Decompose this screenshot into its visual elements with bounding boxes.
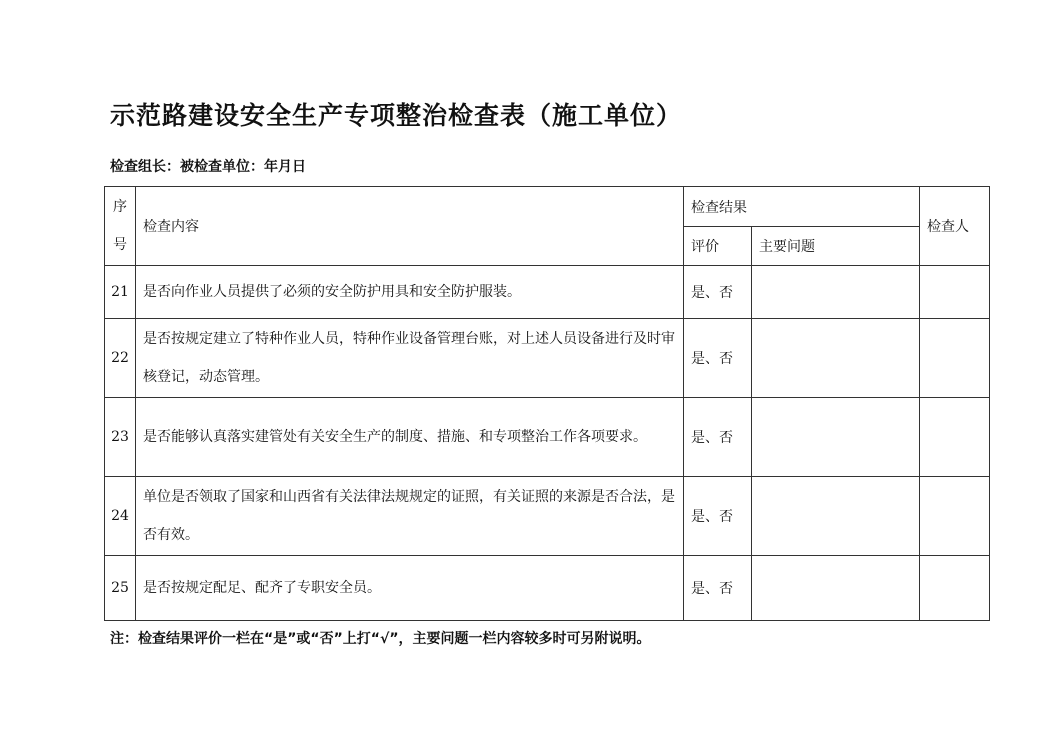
- row-evaluation[interactable]: [684, 477, 752, 556]
- row-inspector[interactable]: [920, 556, 990, 621]
- row-evaluation[interactable]: [684, 398, 752, 477]
- table-row: [105, 398, 990, 477]
- footer-note: 注：检查结果评价一栏在“是”或“否”上打“√”，主要问题一栏内容较多时可另附说明。: [110, 631, 651, 647]
- header-result: 检查结果: [684, 187, 920, 227]
- table-row: [105, 319, 990, 398]
- row-evaluation[interactable]: [684, 556, 752, 621]
- header-row-top: [105, 187, 990, 227]
- row-number: 24: [105, 477, 136, 556]
- row-content-text: 是否向作业人员提供了必须的安全防护用具和安全防护服装。: [143, 284, 521, 300]
- row-issues[interactable]: [752, 398, 920, 477]
- row-number: 22: [105, 319, 136, 398]
- inspection-table: [104, 186, 990, 621]
- header-content: 检查内容: [136, 187, 684, 266]
- row-evaluation-text: 是、否: [691, 351, 733, 367]
- row-number: 23: [105, 398, 136, 477]
- row-inspector[interactable]: [920, 477, 990, 556]
- row-evaluation-text: 是、否: [691, 581, 733, 597]
- row-content: [136, 477, 684, 556]
- row-content: [136, 398, 684, 477]
- row-content-text: 是否能够认真落实建管处有关安全生产的制度、措施、和专项整治工作各项要求。: [143, 429, 647, 445]
- header-serial-cell: [105, 187, 136, 266]
- row-evaluation-text: 是、否: [691, 285, 733, 301]
- header-inspector: 检查人: [920, 187, 990, 266]
- row-content: [136, 266, 684, 319]
- table-row: [105, 266, 990, 319]
- header-evaluation: 评价: [684, 227, 752, 266]
- row-inspector[interactable]: [920, 319, 990, 398]
- row-issues[interactable]: [752, 477, 920, 556]
- row-issues[interactable]: [752, 266, 920, 319]
- header-main-issues: 主要问题: [752, 227, 920, 266]
- row-evaluation[interactable]: [684, 266, 752, 319]
- document-title: 示范路建设安全生产专项整治检查表（施工单位）: [110, 101, 683, 130]
- row-number: 25: [105, 556, 136, 621]
- header-serial-bottom: 号: [113, 237, 127, 253]
- document-subtitle: 检查组长：被检查单位：年月日: [110, 159, 306, 175]
- row-evaluation[interactable]: [684, 319, 752, 398]
- row-issues[interactable]: [752, 319, 920, 398]
- row-content-text: 单位是否领取了国家和山西省有关法律法规规定的证照，有关证照的来源是否合法，是否有效。: [143, 489, 675, 543]
- row-content-text: 是否按规定建立了特种作业人员，特种作业设备管理台账，对上述人员设备进行及时审核登记，动态管理。: [143, 331, 675, 385]
- row-content: [136, 556, 684, 621]
- table-row: [105, 477, 990, 556]
- row-inspector[interactable]: [920, 398, 990, 477]
- row-content-text: 是否按规定配足、配齐了专职安全员。: [143, 580, 381, 596]
- table-row: [105, 556, 990, 621]
- row-issues[interactable]: [752, 556, 920, 621]
- row-evaluation-text: 是、否: [691, 430, 733, 446]
- row-number: 21: [105, 266, 136, 319]
- header-serial-top: 序: [113, 199, 127, 215]
- row-evaluation-text: 是、否: [691, 509, 733, 525]
- row-inspector[interactable]: [920, 266, 990, 319]
- row-content: [136, 319, 684, 398]
